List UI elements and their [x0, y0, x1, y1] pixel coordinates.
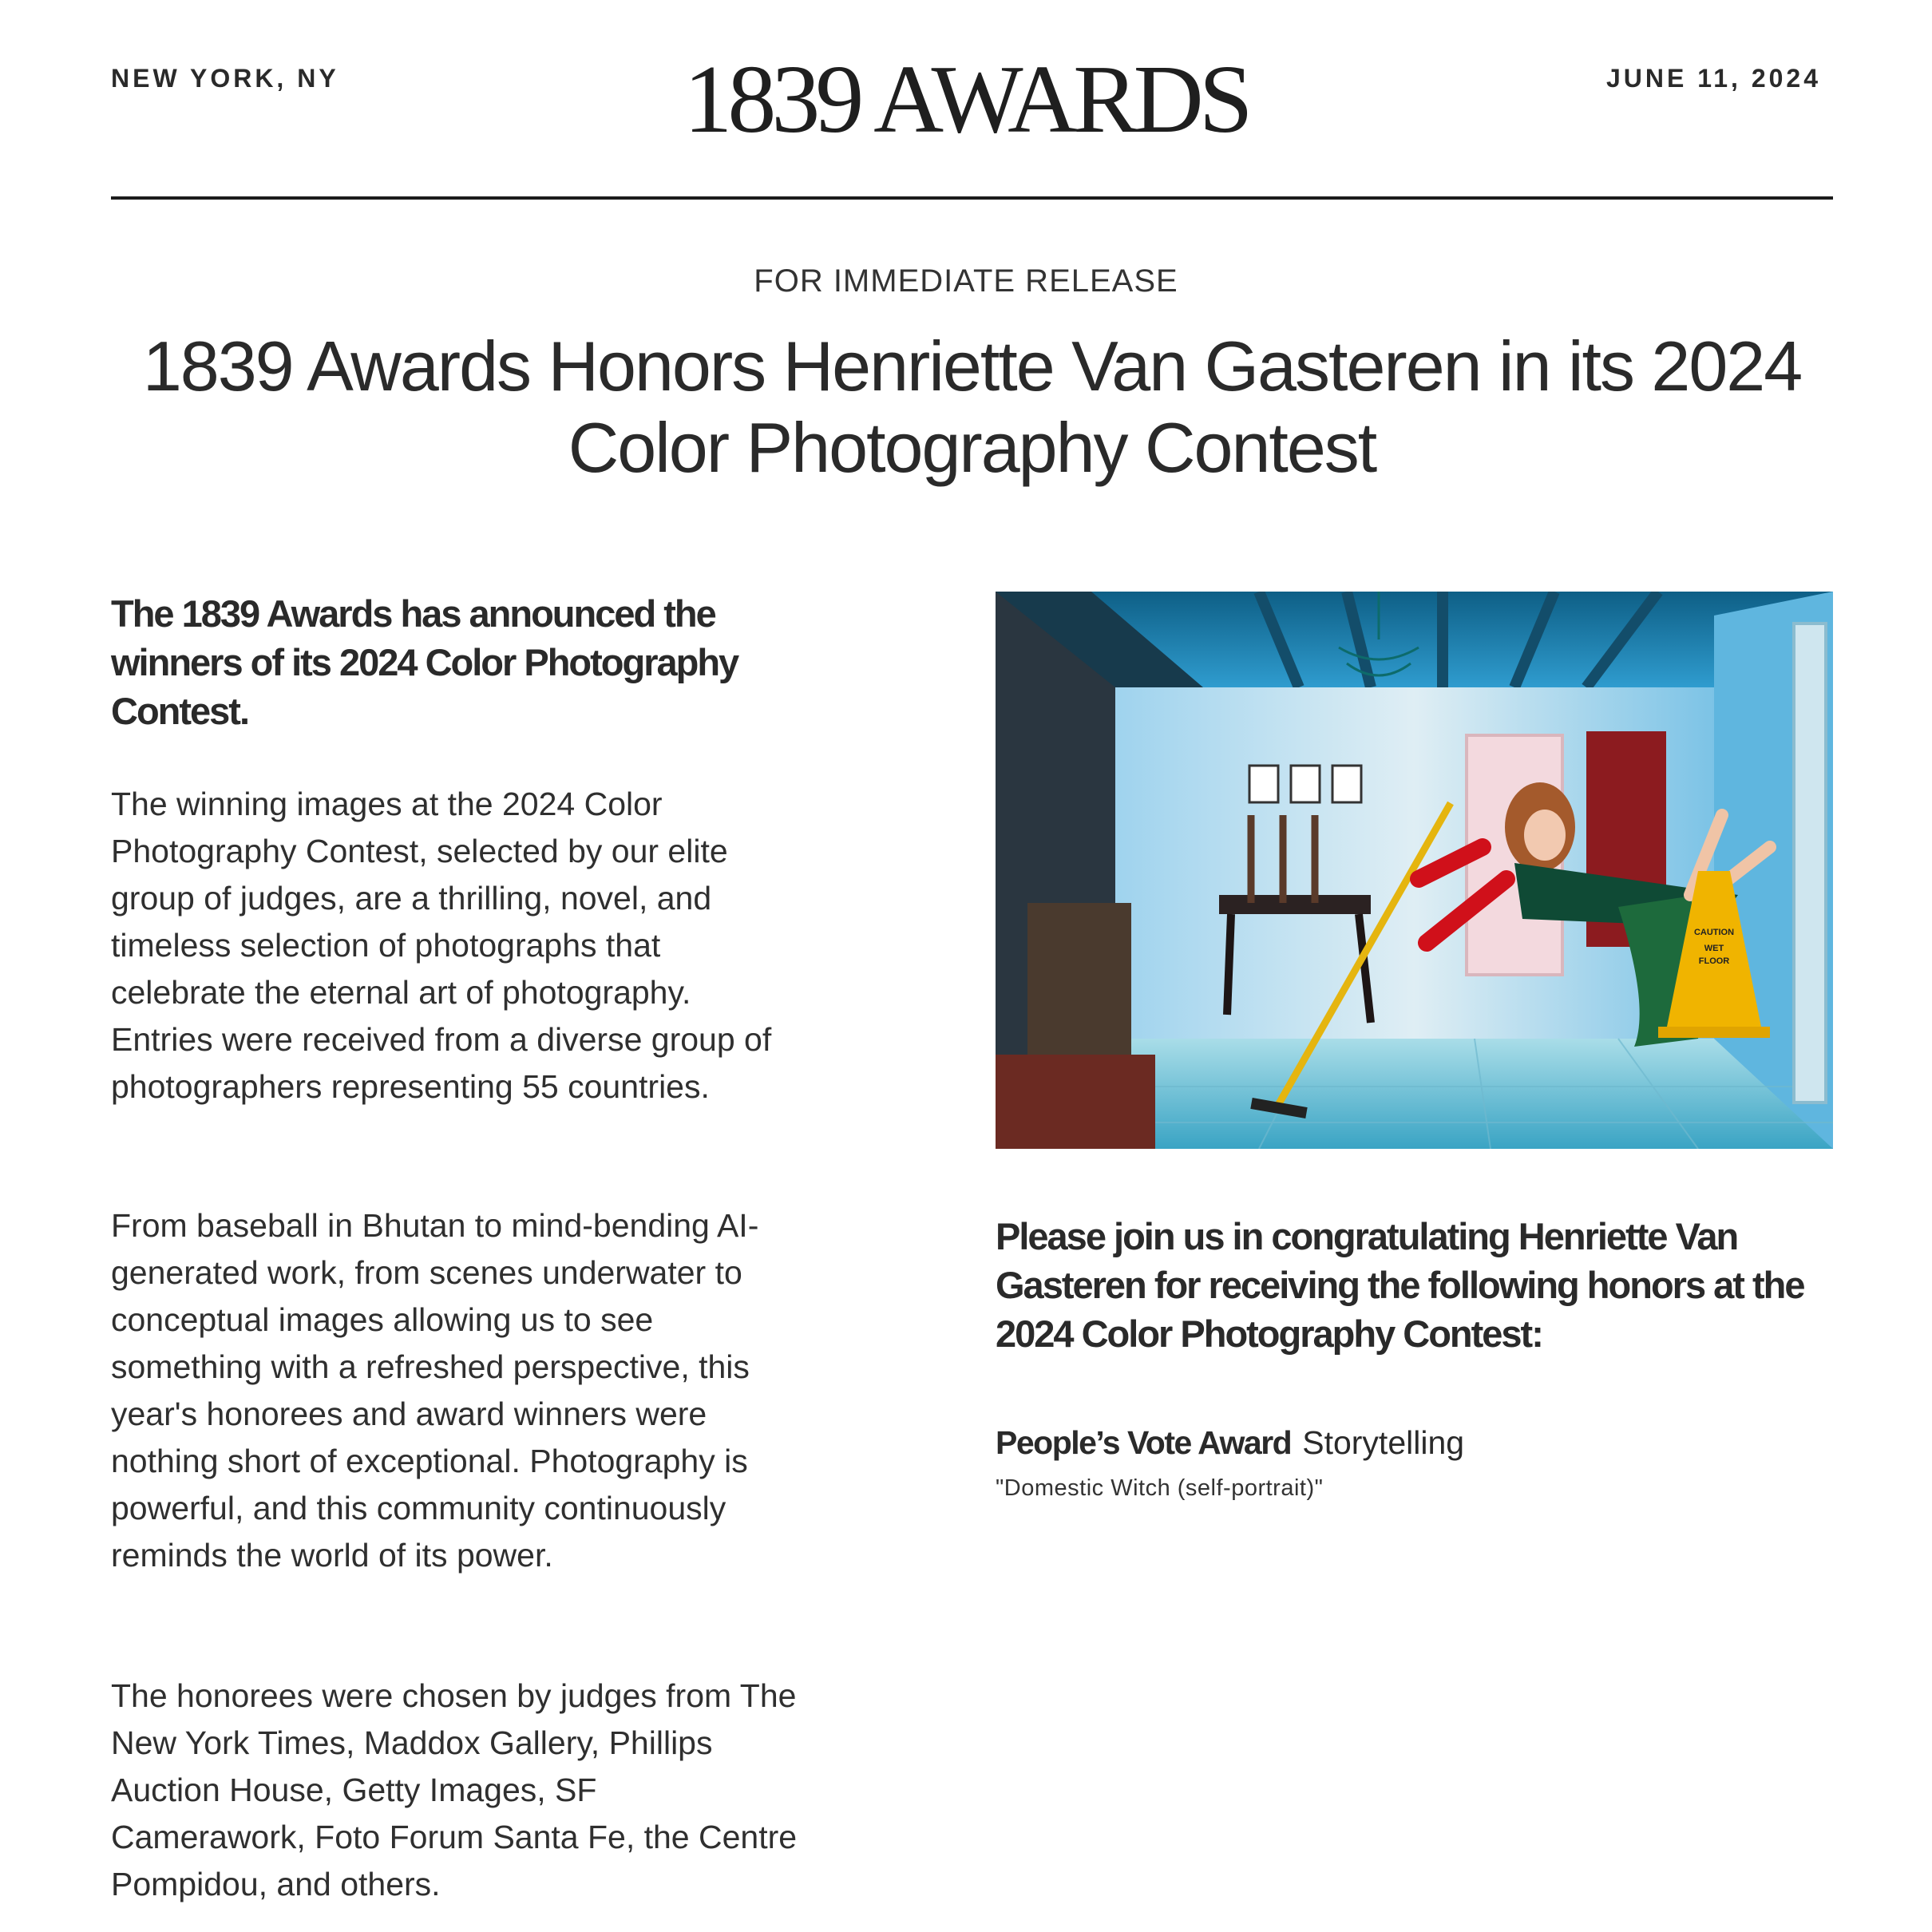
award-name: People’s Vote Award	[996, 1424, 1292, 1461]
header-divider	[111, 196, 1833, 200]
winning-photo-illustration	[996, 592, 1833, 1149]
page-title: 1839 Awards Honors Henriette Van Gasteren in its 2024 Color Photography Contest	[142, 327, 1802, 487]
body-paragraph-3: The honorees were chosen by judges from The New York Times, Maddox Gallery, Phillips Auction House, Getty Images, SF Camerawork, Foto Forum Santa Fe, the Centre Pompidou, and others.	[111, 1677, 798, 1902]
body-paragraph-1: The winning images at the 2024 Color Photography Contest, selected by our elite group of judges, are a thrilling, novel, and timeless selection of photographs that celebrate the eternal art of photography. Entries were received from a diverse group of photographers representing 55 countries.	[111, 786, 772, 1105]
location: NEW YORK, NY	[111, 64, 339, 93]
sign-text-2: WET	[1704, 944, 1724, 953]
sign-text-1: CAUTION	[1693, 928, 1735, 937]
lead-paragraph: The 1839 Awards has announced the winners of its 2024 Color Photography Contest.	[111, 592, 738, 732]
brand-logo: 1839 AWARDS	[683, 46, 1249, 153]
award-category: Storytelling	[1302, 1424, 1465, 1461]
sign-text-3: FLOOR	[1698, 956, 1730, 966]
award-row	[996, 1423, 1464, 1463]
release-date: JUNE 11, 2024	[1605, 64, 1821, 93]
release-label: FOR IMMEDIATE RELEASE	[754, 263, 1178, 299]
congratulations-heading: Please join us in congratulating Henriette Van Gasteren for receiving the following honors at the 2024 Color Photography Contest:	[996, 1215, 1804, 1355]
body-paragraph-2: From baseball in Bhutan to mind-bending AI-generated work, from scenes underwater to conceptual images allowing us to see something with a refreshed perspective, this year's honorees and award winners were nothing short of exceptional. Photography is powerful, and this community continuously reminds the world of its power.	[111, 1207, 759, 1574]
winning-photo	[996, 592, 1833, 1149]
award-photo-title: "Domestic Witch (self-portrait)"	[996, 1475, 1324, 1501]
